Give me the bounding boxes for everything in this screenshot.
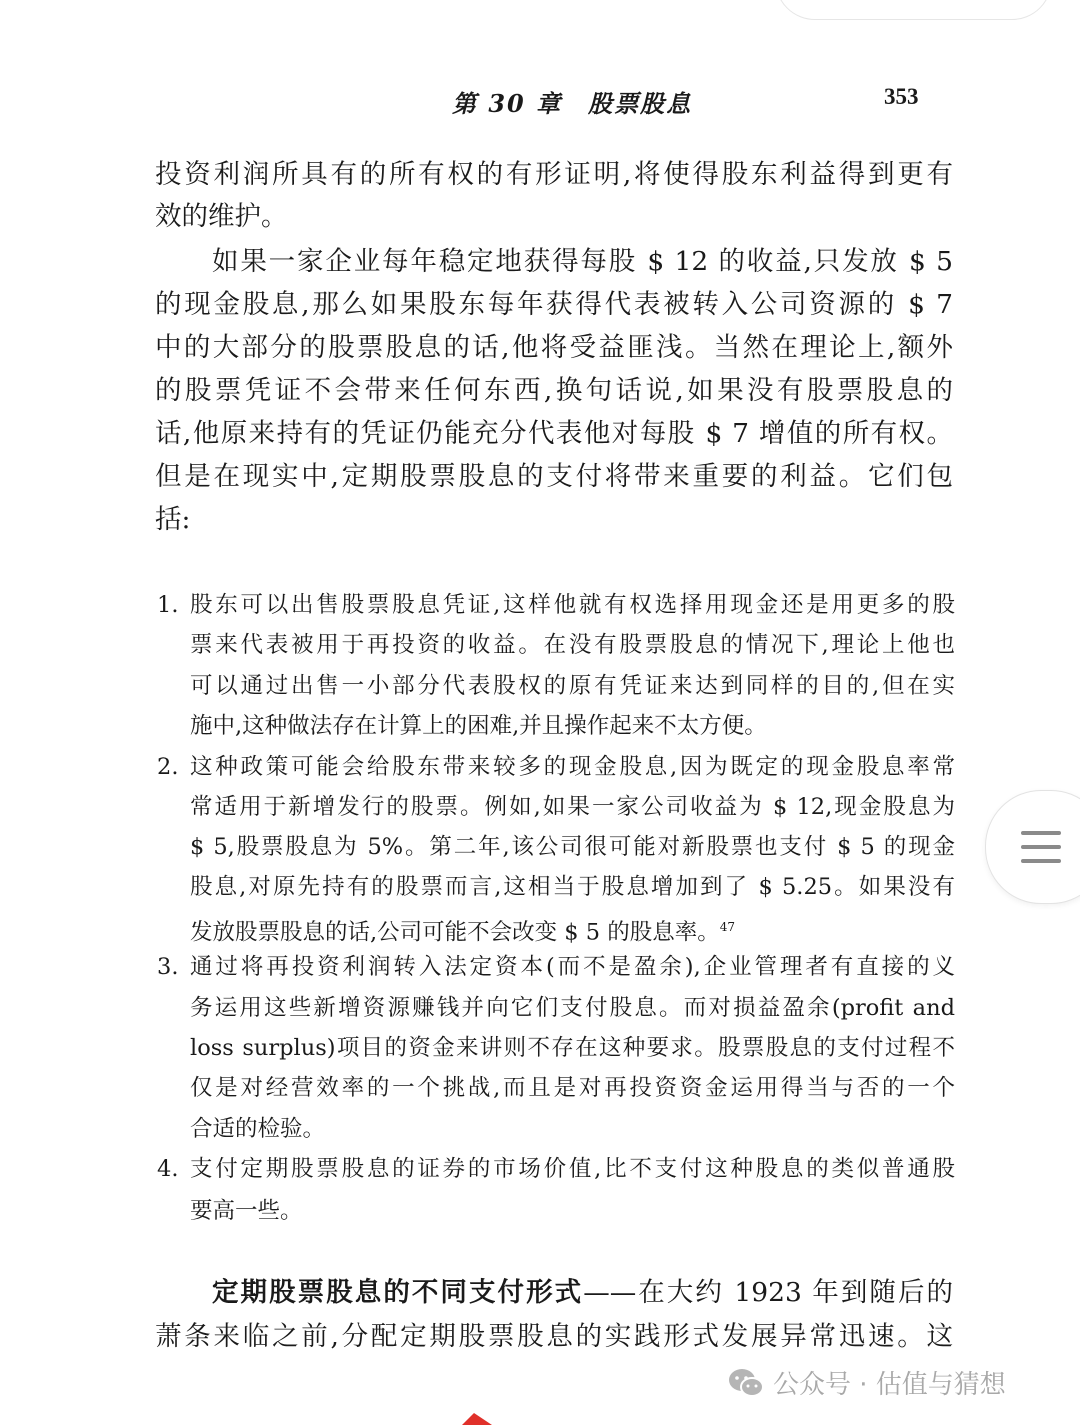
list-line: 可以通过出售一小部分代表股权的原有凭证来达到同样的目的,但在实 — [190, 673, 955, 699]
watermark-text: 公众号 · 估值与猜想 — [773, 1370, 1006, 1400]
list-line: 仅是对经营效率的一个挑战,而且是对再投资资金运用得当与否的一个 — [190, 1075, 955, 1101]
menu-icon-bar — [1021, 859, 1061, 863]
text-line: 但是在现实中,定期股票股息的支付将带来重要的利益。它们包 — [155, 461, 953, 492]
list-number: 3. — [157, 954, 179, 980]
red-arrow-mark — [462, 1413, 492, 1425]
list-line: 要高一些。 — [190, 1198, 303, 1224]
text-line: 如果一家企业每年稳定地获得每股 $ 12 的收益,只发放 $ 5 — [212, 246, 953, 277]
list-line: 票来代表被用于再投资的收益。在没有股票股息的情况下,理论上他也 — [190, 632, 955, 658]
text-line: 中的大部分的股票股息的话,他将受益匪浅。当然在理论上,额外 — [155, 332, 953, 363]
text-run: ——在大约 1923 年到随后的 — [583, 1277, 953, 1308]
running-header-title: 第 30 章 股票股息 — [452, 89, 693, 118]
list-number: 4. — [157, 1156, 179, 1182]
menu-icon-bar — [1021, 831, 1061, 835]
list-line: 常适用于新增发行的股票。例如,如果一家公司收益为 $ 12,现金股息为 — [190, 794, 955, 820]
list-line: 务运用这些新增资源赚钱并向它们支付股息。而对损益盈余(profit and — [190, 995, 955, 1021]
wechat-icon — [727, 1367, 765, 1399]
list-line: 施中,这种做法存在计算上的困难,并且操作起来不太方便。 — [190, 713, 767, 739]
watermark — [727, 1364, 1006, 1401]
text-line: 话,他原来持有的凭证仍能充分代表他对每股 $ 7 增值的所有权。 — [155, 418, 953, 449]
list-line: 通过将再投资利润转入法定资本(而不是盈余),企业管理者有直接的义 — [190, 954, 955, 980]
page-number: 353 — [884, 84, 919, 109]
text-line: 的股票凭证不会带来任何东西,换句话说,如果没有股票股息的 — [155, 375, 953, 406]
list-line: 这种政策可能会给股东带来较多的现金股息,因为既定的现金股息率常 — [190, 754, 955, 780]
list-number: 2. — [157, 754, 179, 780]
text-line — [212, 1275, 953, 1311]
list-line: 股息,对原先持有的股票而言,这相当于股息增加到了 $ 5.25。如果没有 — [190, 874, 955, 900]
list-line — [190, 911, 955, 946]
text-line: 效的维护。 — [155, 201, 288, 232]
list-line: $ 5,股票股息为 5%。第二年,该公司很可能对新股票也支付 $ 5 的现金 — [190, 834, 955, 860]
list-line: 股东可以出售股票股息凭证,这样他就有权选择用现金还是用更多的股 — [190, 592, 955, 618]
menu-icon-bar — [1021, 845, 1061, 849]
footnote-ref: 47 — [719, 920, 736, 934]
list-number: 1. — [157, 592, 179, 618]
text-line: 投资利润所具有的所有权的有形证明,将使得股东利益得到更有 — [155, 159, 953, 190]
section-run-in-heading: 定期股票股息的不同支付形式 — [212, 1277, 584, 1308]
list-line: loss surplus)项目的资金来讲则不存在这种要求。股票股息的支付过程不 — [190, 1035, 955, 1061]
text-line: 的现金股息,那么如果股东每年获得代表被转入公司资源的 $ 7 — [155, 289, 953, 320]
list-line-text: 发放股票股息的话,公司可能不会改变 $ 5 的股息率。 — [190, 919, 720, 946]
top-overlay-panel — [775, 0, 1052, 20]
floating-menu-button[interactable] — [985, 790, 1080, 904]
list-line: 合适的检验。 — [190, 1116, 326, 1142]
text-line: 括: — [155, 504, 191, 535]
text-line: 萧条来临之前,分配定期股票股息的实践形式发展异常迅速。这 — [155, 1321, 953, 1352]
list-line: 支付定期股票股息的证券的市场价值,比不支付这种股息的类似普通股 — [190, 1156, 955, 1182]
